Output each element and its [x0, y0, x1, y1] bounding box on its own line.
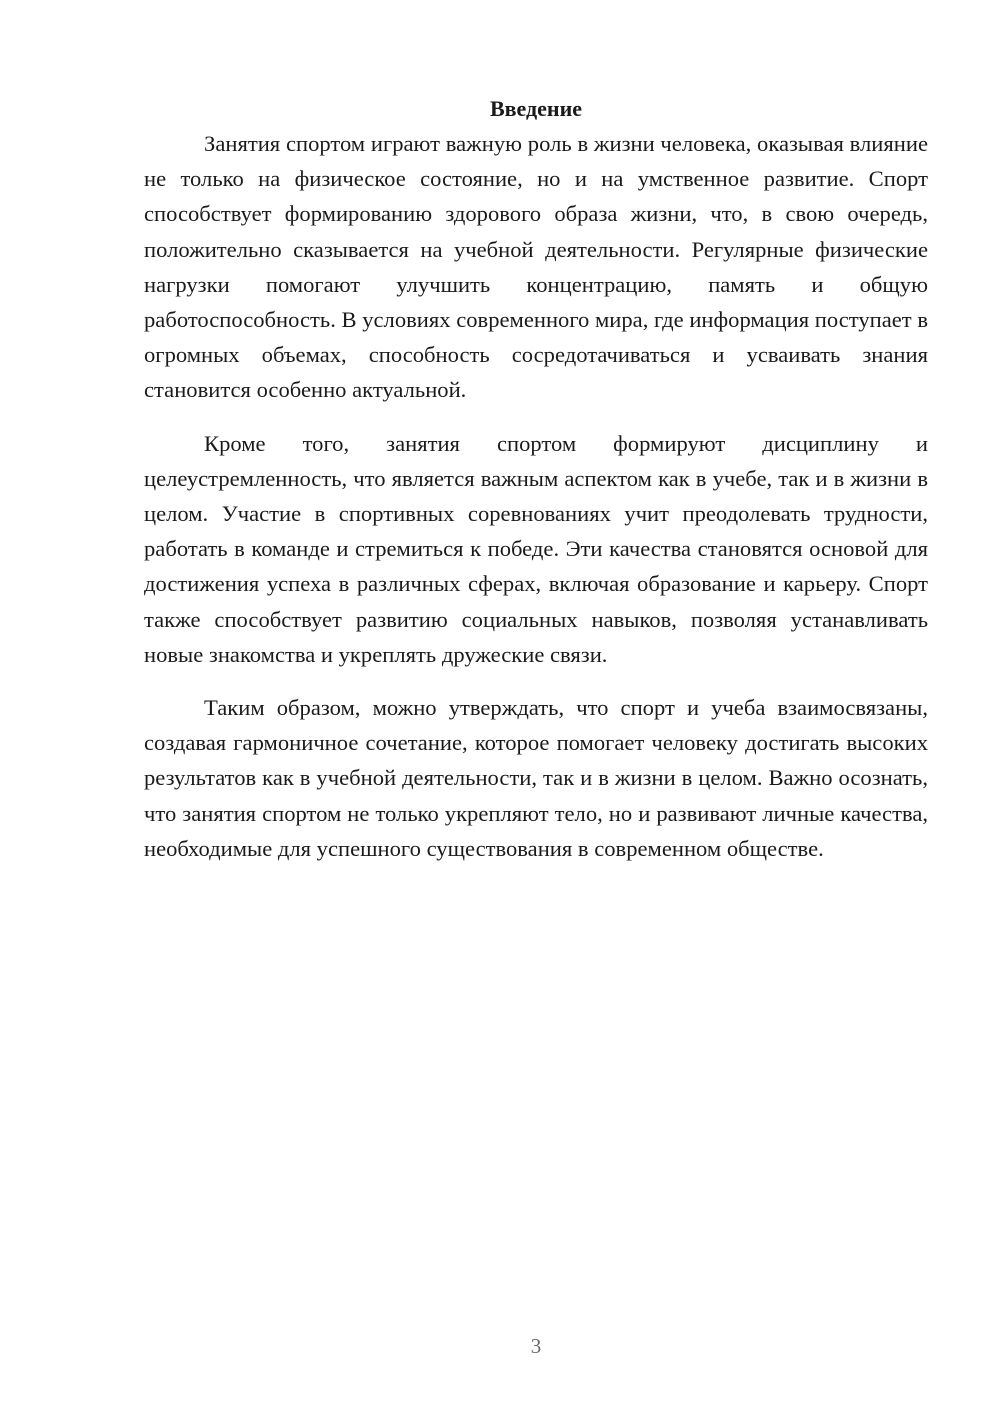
page-content [144, 94, 928, 884]
section-heading: Введение [489, 96, 583, 121]
page-number: 3 [530, 1334, 542, 1358]
paragraph-2: Кроме того, занятия спортом формируют дисциплину и целеустремленность, что является важным аспектом как в учебе, так и в жизни в целом. Участие в спортивных соревнованиях учит преодолевать трудности, работать в команде и стремиться к победе. Эти качества становятся основой для достижения успеха в различных сферах, включая образование и карьеру. Спорт также способствует развитию социальных навыков, позволяя устанавливать новые знакомства и укреплять дружеские связи. [144, 430, 928, 667]
paragraph-1: Занятия спортом играют важную роль в жизни человека, оказывая влияние не только на физическое состояние, но и на умственное развитие. Спорт способствует формированию здорового образа жизни, что, в свою очередь, положительно сказывается на учебной деятельности. Регулярные физические нагрузки помогают улучшить концентрацию, память и общую работоспособность. В условиях современного мира, где информация поступает в огромных объемах, способность сосредотачиваться и усваивать знания становится особенно актуальной. [144, 131, 928, 403]
paragraph-3: Таким образом, можно утверждать, что спорт и учеба взаимосвязаны, создавая гармоничное сочетание, которое помогает человеку достигать высоких результатов как в учебной деятельности, так и в жизни в целом. Важно осознать, что занятия спортом не только укрепляют тело, но и развивают личные качества, необходимые для успешного существования в современном обществе. [144, 695, 928, 861]
